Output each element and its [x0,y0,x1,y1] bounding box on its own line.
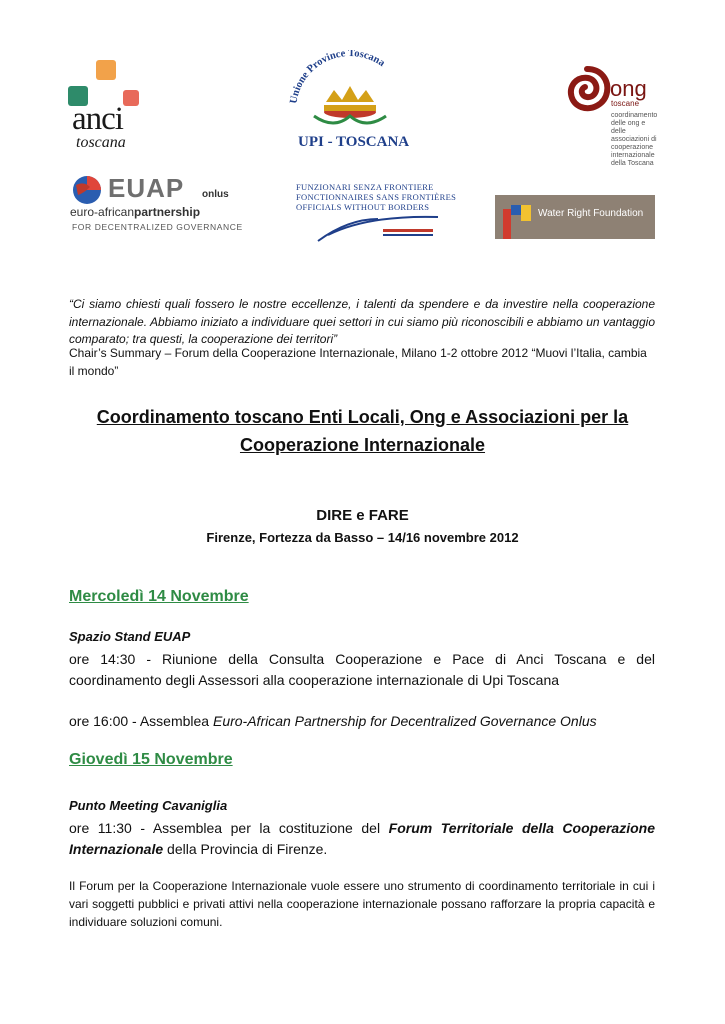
anci-logo-word: anci [72,101,123,137]
euap-logo-word: EUAP [108,173,185,203]
day1-item1: ore 14:30 - Riunione della Consulta Cooperazione e Pace di Anci Toscana e del coordinamento degli Assessori alla cooperazione internazionale di Upi Toscana [69,651,655,688]
wrf-block-blue [511,205,521,215]
euap-logo-onlus: onlus [202,189,229,200]
wrf-logo-text: Water Right Foundation [538,208,644,219]
wrf-block-yellow [521,205,531,221]
euap-globe-icon [70,175,108,205]
anci-logo-sub: toscana [76,134,126,151]
quote-caption: Chair’s Summary – Forum della Cooperazione Internazionale, Milano 1-2 ottobre 2012 “Muovi l’Italia, cambia il mondo” [69,346,647,378]
euap-logo-line2: FOR DECENTRALIZED GOVERNANCE [72,222,243,232]
ong-logo-word: ong [610,76,647,101]
anci-toscana-logo [68,60,150,152]
upi-logo-word: UPI - TOSCANA [298,134,410,150]
ong-toscane-logo [560,62,660,167]
fsf-swoosh-icon [288,205,448,245]
day2-item1-bold: Forum Territoriale della Cooperazione Internazionale [69,820,655,857]
fsf-logo [288,180,457,245]
ong-logo-desc: coordinamento delle ong e delle associazioni di cooperazione internazionale della Toscana [611,112,658,167]
water-right-foundation-logo [495,195,655,239]
euap-logo [70,173,243,235]
upi-toscana-logo [284,50,414,160]
day1-heading: Mercoledì 14 Novembre [69,588,249,605]
day2-item1 [69,818,655,860]
day1-item2-prefix: ore 16:00 - Assemblea [69,713,213,729]
euap-line1-a: euro-african [70,205,135,219]
page-title: Coordinamento toscano Enti Locali, Ong e Associazioni per la Cooperazione Internazionale [96,407,629,455]
fsf-line-3: OFFICIALS WITHOUT BORDERS [296,202,430,212]
day2-heading: Giovedì 15 Novembre [69,751,233,768]
upi-arc-text: Unione Province Toscana [288,50,387,105]
ong-spiral-icon [562,64,612,114]
day2-item1-prefix: ore 11:30 - Assemblea per la costituzione del [69,820,389,836]
forum-note: Il Forum per la Cooperazione Internazionale vuole essere uno strumento di coordinamento territoriale in cui i vari soggetti pubblici e privati attivi nella cooperazione internazionale possano rafforzare la propria capacità e individuare soluzioni comuni. [69,879,655,929]
day1-item2 [69,711,655,732]
anci-square-red [123,90,139,106]
quote-text: “Ci siamo chiesti quali fossero le nostre eccellenze, i talenti da spendere e da investire nella cooperazione internazionale. Abbiamo iniziato a individuare quei settori in cui siamo più riconoscibili e abbiamo un vantaggio comparato; tra questi, la cooperazione dei territori” [69,297,655,346]
ong-logo-sub: toscane [611,99,640,108]
event-place: Firenze, Fortezza da Basso – 14/16 novembre 2012 [206,530,519,545]
fsf-line-2: FONCTIONNAIRES SANS FRONTIÈRES [296,192,457,202]
euap-logo-line1 [70,205,200,219]
wrf-bar-red [503,209,511,239]
event-name: DIRE e FARE [316,507,409,524]
fsf-line-1: FUNZIONARI SENZA FRONTIERE [296,182,434,192]
day1-item2-italic: Euro-African Partnership for Decentralized Governance Onlus [212,713,597,729]
day2-item1-suffix: della Provincia di Firenze. [163,841,328,857]
upi-crest-icon [284,50,414,135]
day2-venue: Punto Meeting Cavaniglia [69,798,228,813]
day1-venue: Spazio Stand EUAP [69,629,191,644]
euap-line1-b: partnership [134,205,201,219]
anci-square-orange [96,60,116,80]
